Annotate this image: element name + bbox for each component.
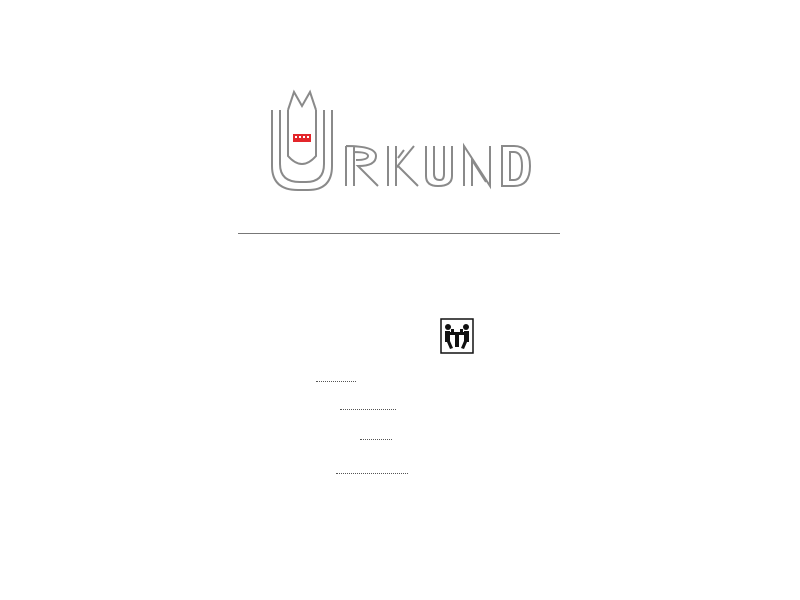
date-row bbox=[336, 466, 408, 477]
rank-row bbox=[354, 432, 392, 443]
date-dots bbox=[336, 473, 408, 474]
points-row bbox=[332, 402, 404, 413]
class-dots bbox=[316, 381, 356, 382]
name-underline bbox=[238, 233, 560, 234]
urkunde-logo bbox=[258, 86, 548, 194]
class-row bbox=[316, 374, 356, 385]
rank-dots bbox=[360, 439, 392, 440]
points-dots bbox=[340, 409, 396, 410]
chess-players-icon bbox=[440, 318, 474, 354]
